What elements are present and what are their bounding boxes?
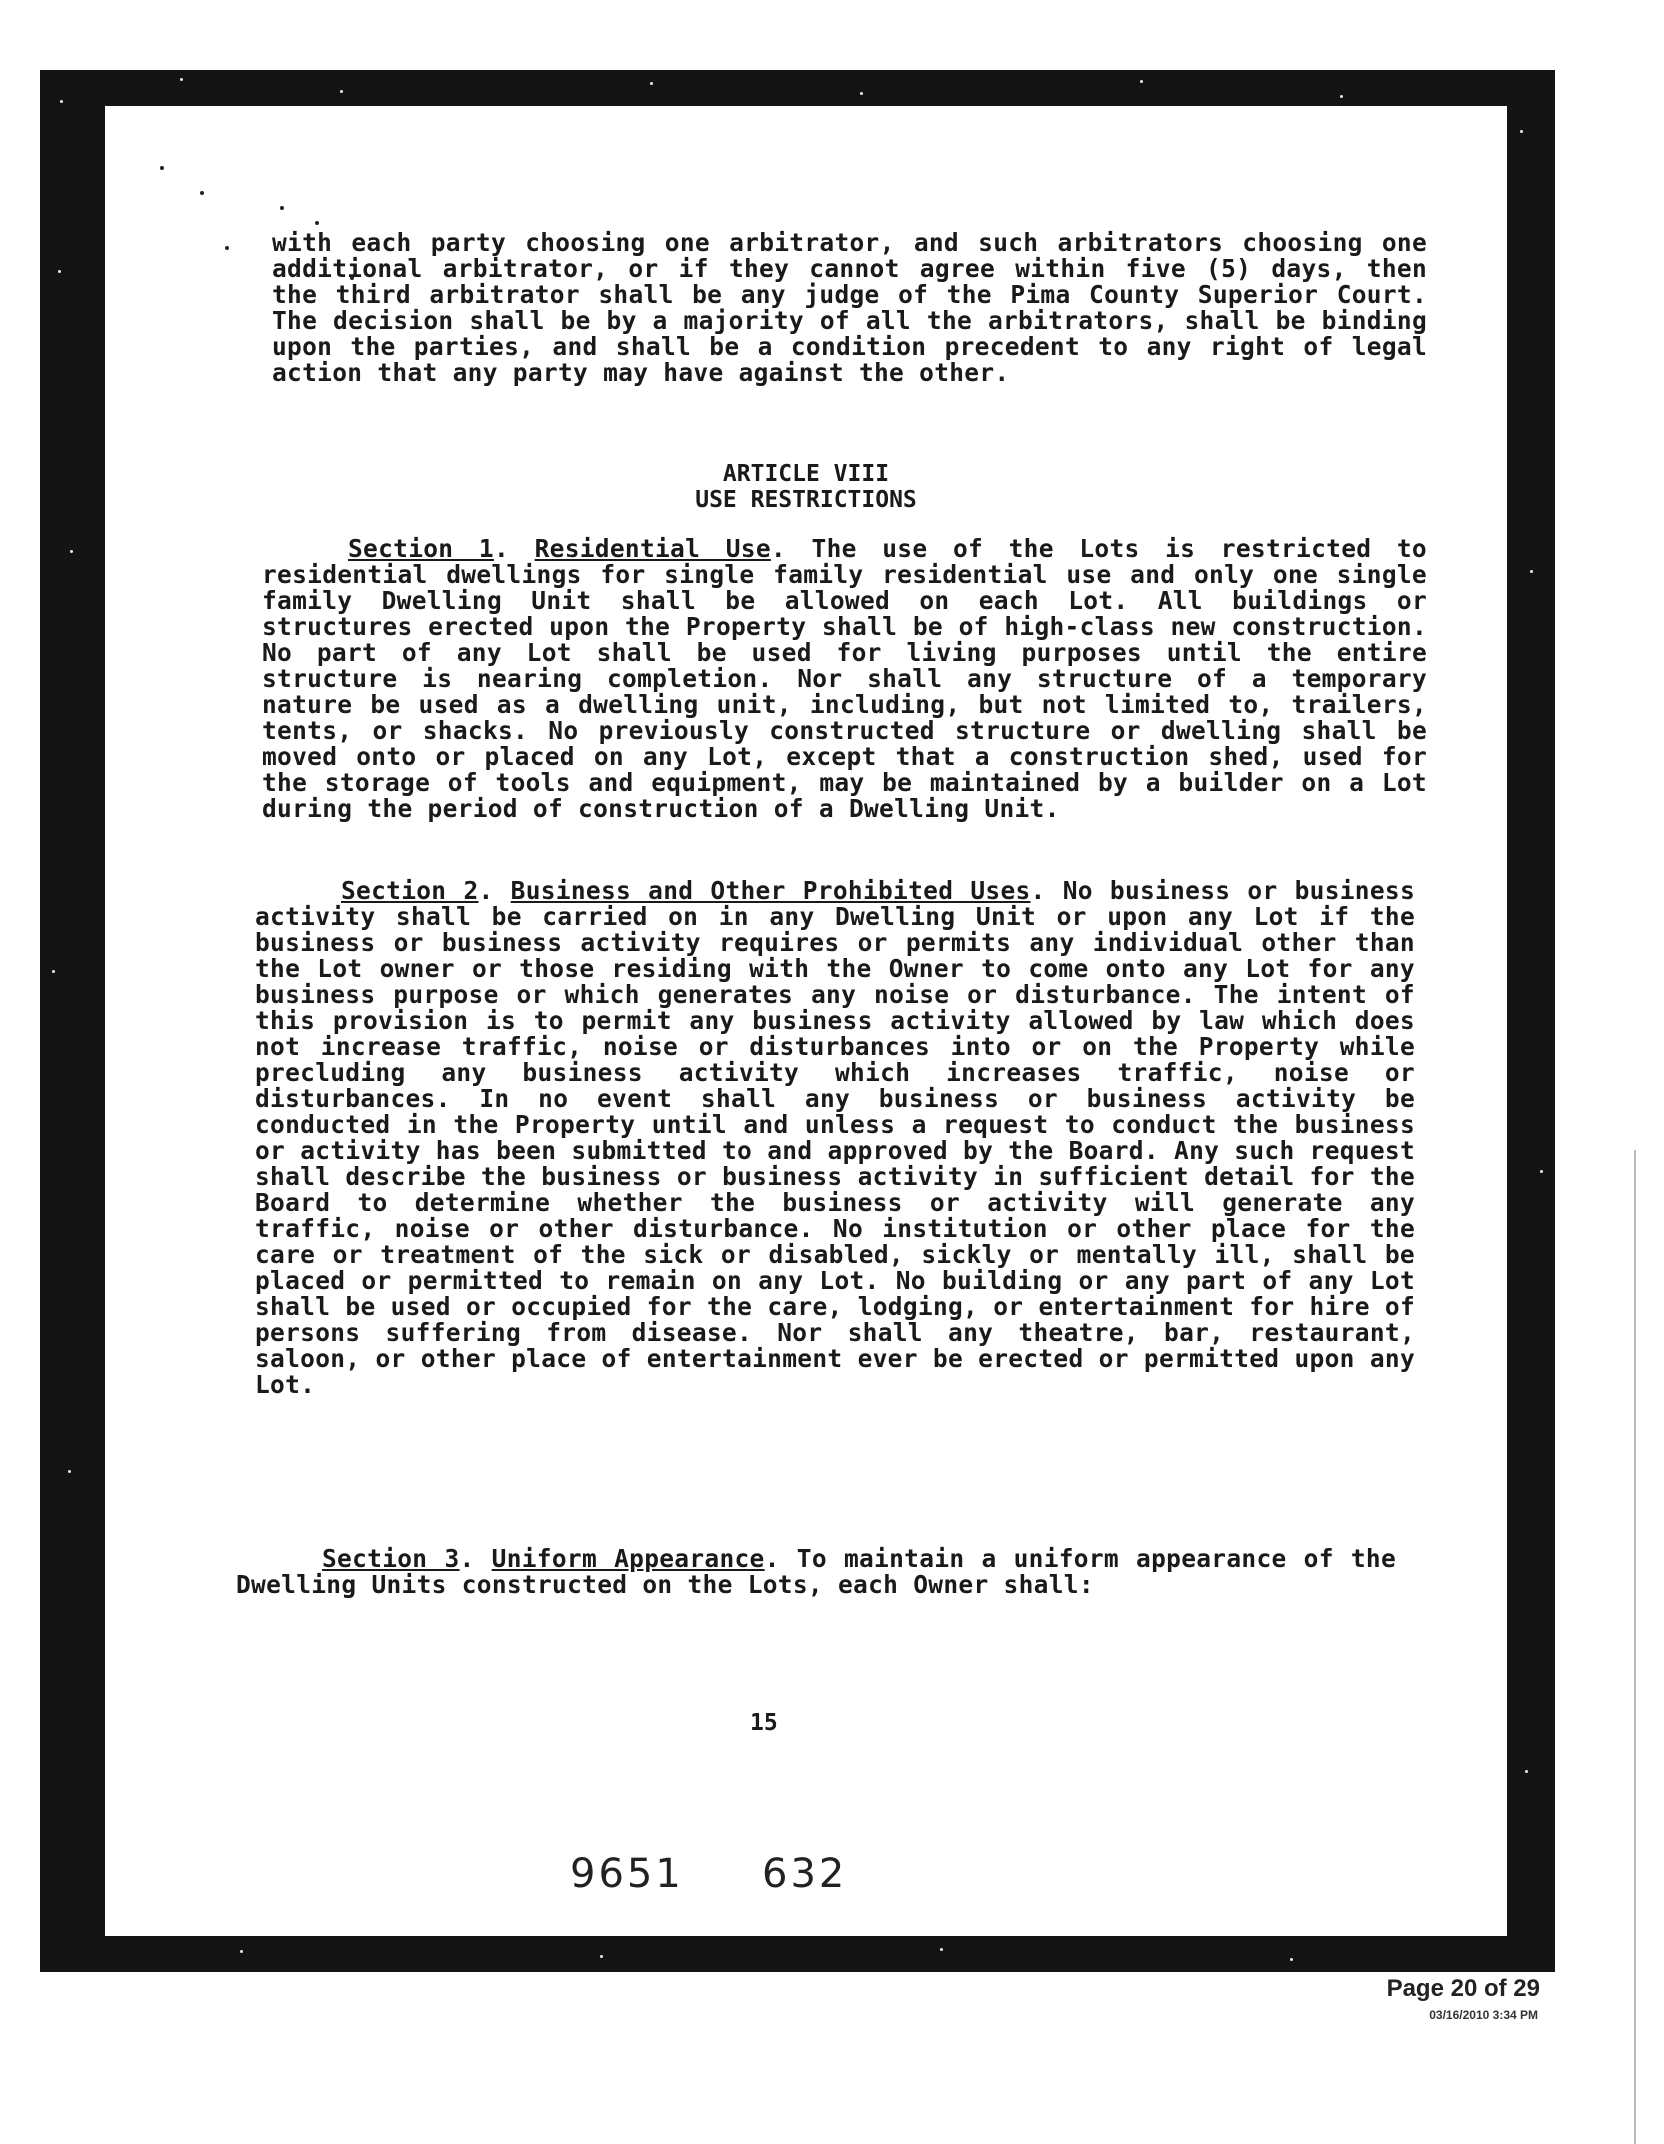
recording-stamp-left: 9651 xyxy=(570,1851,684,1897)
section-3-label: Section 3 xyxy=(322,1544,460,1573)
section-3: Section 3. Uniform Appearance. To maintain a uniform appearance of the Dwelling Units constructed on the Lots, each Owner shall: xyxy=(236,1544,1396,1599)
section-1: Section 1. Residential Use. The use of the Lots is restricted to residential dwellings for single family residential use and only one single family Dwelling Unit shall be allowed on each Lot. All buildings or structures erected upon the Property shall be of high-class new construction. No part of any Lot shall be used for living purposes until the entire structure is nearing completion. Nor shall any structure of a temporary nature be used as a dwelling unit, including, but not limited to, trailers, tents, or shacks. No previously constructed structure or dwelling shall be moved onto or placed on any Lot, except that a construction shed, used for the storage of tools and equipment, may be maintained by a builder on a Lot during the period of construction of a Dwelling Unit. xyxy=(262,534,1427,823)
section-2: Section 2. Business and Other Prohibited Uses. No business or business activity shall be carried on in any Dwelling Unit or upon any Lot if the business or business activity requires or permits any individual other than the Lot owner or those residing with the Owner to come onto any Lot for any business purpose or which generates any noise or disturbance. The intent of this provision is to permit any business activity allowed by law which does not increase traffic, noise or disturbances into or on the Property while precluding any business activity which increases traffic, noise or disturbances. In no event shall any business or business activity be conducted in the Property until and unless a request to conduct the business or activity has been submitted to and approved by the Board. Any such request shall describe the business or business activity in sufficient detail for the Board to determine whether the business or activity will generate any traffic, noise or other disturbance. No institution or other place for the care or treatment of the sick or disabled, sickly or mentally ill, shall be placed or permitted to remain on any Lot. No building or any part of any Lot shall be used or occupied for the care, lodging, or entertainment for hire of persons suffering from disease. Nor shall any theatre, bar, restaurant, saloon, or other place of entertainment ever be erected or permitted upon any Lot. xyxy=(255,876,1415,1399)
scan-edge-line xyxy=(1634,1150,1636,2144)
section-1-body: The use of the Lots is restricted to residential dwellings for single family residential use and only one single family Dwelling Unit shall be allowed on each Lot. All buildings or structures erected upon the Property shall be of high-class new construction. No part of any Lot shall be used for living purposes until the entire structure is nearing completion. Nor shall any structure of a temporary nature be used as a dwelling unit, including, but not limited to, trailers, tents, or shacks. No previously constructed structure or dwelling shall be moved onto or placed on any Lot, except that a construction shed, used for the storage of tools and equipment, may be maintained by a builder on a Lot during the period of construction of a Dwelling Unit. xyxy=(262,534,1427,823)
document-page xyxy=(105,106,1507,1936)
print-timestamp: 03/16/2010 3:34 PM xyxy=(1429,2008,1538,2022)
intro-paragraph xyxy=(272,230,1427,386)
article-title: USE RESTRICTIONS xyxy=(695,487,917,513)
article-number: ARTICLE VIII xyxy=(722,461,890,487)
page-number: 15 xyxy=(750,1710,778,1736)
section-3-title: Uniform Appearance xyxy=(491,1544,765,1573)
section-2-label: Section 2 xyxy=(341,876,479,905)
section-2-body: No business or business activity shall be carried on in any Dwelling Unit or upon any Lot if the business or business activity requires or permits any individual other than the Lot owner or those residing with the Owner to come onto any Lot for any business purpose or which generates any noise or disturbance. The intent of this provision is to permit any business activity allowed by law which does not increase traffic, noise or disturbances into or on the Property while precluding any business activity which increases traffic, noise or disturbances. In no event shall any business or business activity be conducted in the Property until and unless a request to conduct the business or activity has been submitted to and approved by the Board. Any such request shall describe the business or business activity in sufficient detail for the Board to determine whether the business or activity will generate any traffic, noise or other disturbance. No institution or other place for the care or treatment of the sick or disabled, sickly or mentally ill, shall be placed or permitted to remain on any Lot. No building or any part of any Lot shall be used or occupied for the care, lodging, or entertainment for hire of persons suffering from disease. Nor shall any theatre, bar, restaurant, saloon, or other place of entertainment ever be erected or permitted upon any Lot. xyxy=(255,876,1415,1399)
section-2-title: Business and Other Prohibited Uses xyxy=(510,876,1031,905)
section-3-body: To maintain a uniform appearance of the Dwelling Units constructed on the Lots, each Owner shall: xyxy=(236,1544,1396,1599)
intro-text: with each party choosing one arbitrator, and such arbitrators choosing one additional arbitrator, or if they cannot agree within five (5) days, then the third arbitrator shall be any judge of the Pima County Superior Court. The decision shall be by a majority of all the arbitrators, shall be binding upon the parties, and shall be a condition precedent to any right of legal action that any party may have against the other. xyxy=(272,228,1427,387)
recording-stamp-right: 632 xyxy=(762,1851,848,1897)
scanned-page-frame xyxy=(40,70,1555,1972)
section-1-label: Section 1 xyxy=(348,534,494,563)
section-1-title: Residential Use xyxy=(534,534,771,563)
page-counter: Page 20 of 29 xyxy=(1386,1975,1540,2002)
